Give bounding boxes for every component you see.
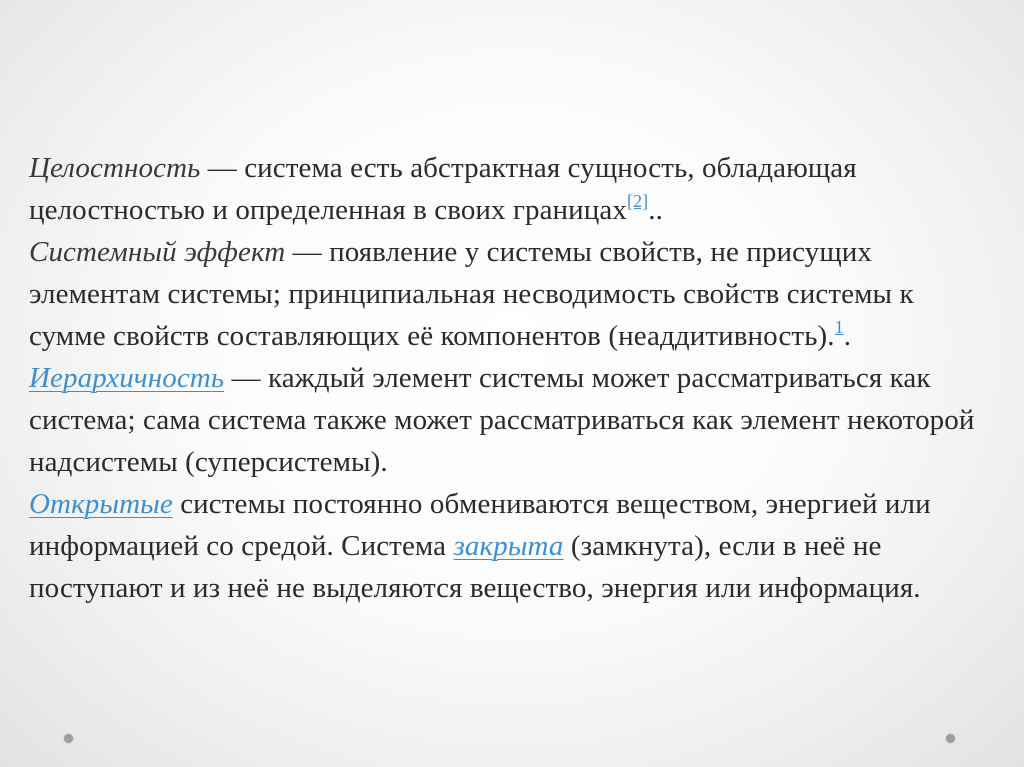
closed-system-link[interactable]: закрыта — [453, 530, 564, 562]
system-effect-tail: . — [843, 320, 852, 352]
left-bullet-dot — [64, 734, 73, 743]
integrity-text: — система есть абстрактная сущность, обладающая целостностью и определенная в своих границах — [29, 152, 857, 226]
closed-system-text: (замкнута), если в неё не поступают и из неё не выделяются вещество, энергия или информация. — [29, 530, 921, 604]
system-effect-text: — появление у системы свойств, не присущих элементам системы; принципиальная несводимость свойств системы к сумме свойств составляющих её компонентов (неаддитивность). — [29, 236, 914, 352]
integrity-tail: .. — [648, 194, 663, 226]
paragraph-open-systems — [29, 483, 994, 609]
system-effect-footnote-link[interactable]: 1 — [834, 317, 844, 337]
open-systems-text: системы постоянно обмениваются веществом, энергией или информацией со средой. Система — [29, 488, 931, 562]
right-bullet-dot — [946, 734, 955, 743]
term-integrity: Целостность — [29, 152, 201, 184]
paragraph-hierarchy — [29, 357, 994, 483]
paragraph-system-effect — [29, 231, 994, 357]
paragraph-integrity — [29, 147, 994, 231]
open-systems-link[interactable]: Открытые — [29, 488, 173, 520]
slide-text-body — [29, 147, 994, 609]
hierarchy-text: — каждый элемент системы может рассматриваться как система; сама система также может рассматриваться как элемент некоторой надсистемы (суперсистемы). — [29, 362, 975, 478]
integrity-footnote-link[interactable]: [2] — [626, 191, 649, 211]
hierarchy-link[interactable]: Иерархичность — [29, 362, 225, 394]
term-system-effect: Системный эффект — [29, 236, 286, 268]
